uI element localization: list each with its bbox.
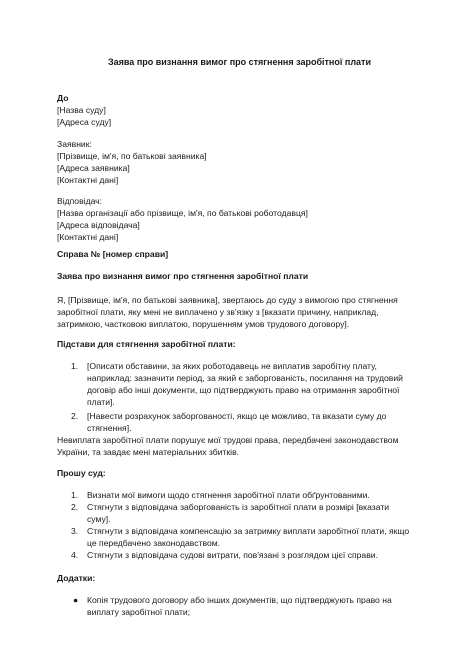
bullet-icon: ● bbox=[73, 595, 79, 605]
applicant-name: [Прізвище, ім'я, по батькові заявника] bbox=[57, 151, 207, 161]
request-heading: Прошу суд: bbox=[57, 468, 106, 478]
list-item: 3. Стягнути з відповідача компенсацію за затримку виплати заробітної плати, якщо це передбачено законодавством. bbox=[71, 526, 410, 548]
list-item-number: 2. bbox=[71, 411, 79, 421]
list-item: 2. Стягнути з відповідача заборгованість із заробітної плати в розмірі [вказати суму]. bbox=[71, 502, 390, 524]
document-title: Заява про визнання вимог про стягнення заробітної плати bbox=[108, 57, 371, 67]
applicant-contacts: [Контактні дані] bbox=[57, 175, 119, 185]
requests-list bbox=[57, 489, 422, 561]
case-number: Справа № [номер справи] bbox=[57, 249, 169, 259]
list-item: 1. Визнати мої вимоги щодо стягнення заробітної плати обґрунтованими. bbox=[71, 490, 370, 500]
intro-line: Я, [Прізвище, ім'я, по батькові заявника], звертаюсь до суду з вимогою про стягнення bbox=[57, 295, 398, 305]
respondent-name: [Назва організації або прізвище, ім'я, по батькові роботодавця] bbox=[57, 208, 308, 218]
list-item-number: 2. bbox=[71, 502, 79, 512]
violation-paragraph: Невиплата заробітної плати порушує мої трудові права, передбачені законодавством України, та завдає мені матеріальних збитків. bbox=[57, 435, 399, 457]
subtitle: Заява про визнання вимог про стягнення заробітної плати bbox=[57, 271, 309, 281]
respondent-block bbox=[57, 195, 422, 243]
list-item: ● Копія трудового договору або інших документів, що підтверджують право на виплату заробітної плати; bbox=[73, 595, 392, 617]
court-name: [Назва суду] bbox=[57, 105, 106, 115]
attachments-heading: Додатки: bbox=[57, 573, 96, 583]
intro-line: заробітної плати, яку мені не виплачено у зв'язку з [вказати причину, наприклад, bbox=[57, 307, 379, 317]
applicant-address: [Адреса заявника] bbox=[57, 163, 130, 173]
addressee-block bbox=[57, 92, 422, 128]
list-item-number: 1. bbox=[71, 361, 79, 371]
respondent-label: Відповідач: bbox=[57, 196, 103, 206]
intro-paragraph bbox=[57, 294, 422, 330]
court-address: [Адреса суду] bbox=[57, 117, 112, 127]
list-item: 2. [Навести розрахунок заборгованості, якщо це можливо, та вказати суму до стягнення]. bbox=[71, 411, 387, 433]
attachments-list bbox=[57, 594, 422, 618]
list-item-number: 1. bbox=[71, 490, 79, 500]
list-item: 4. Стягнути з відповідача судові витрати, пов'язані з розглядом цієї справи. bbox=[71, 550, 378, 560]
respondent-contacts: [Контактні дані] bbox=[57, 232, 119, 242]
list-item-number: 3. bbox=[71, 526, 79, 536]
applicant-block bbox=[57, 138, 422, 186]
to-label: До bbox=[57, 93, 69, 103]
grounds-heading: Підстави для стягнення заробітної плати: bbox=[57, 339, 236, 349]
list-item-number: 4. bbox=[71, 550, 79, 560]
applicant-label: Заявник: bbox=[57, 139, 92, 149]
grounds-list bbox=[57, 360, 422, 434]
intro-line: затримкою, частковою виплатою, порушенням умов трудового договору]. bbox=[57, 319, 350, 329]
list-item: 1. [Описати обставини, за яких роботодавець не виплатив заробітну плату, наприклад: зазначити період, за який є заборгованість, посилання на трудовий договір або інші документи, що підтверджують право на отримання заробітної плати]. bbox=[71, 361, 403, 407]
respondent-address: [Адреса відповідача] bbox=[57, 220, 140, 230]
